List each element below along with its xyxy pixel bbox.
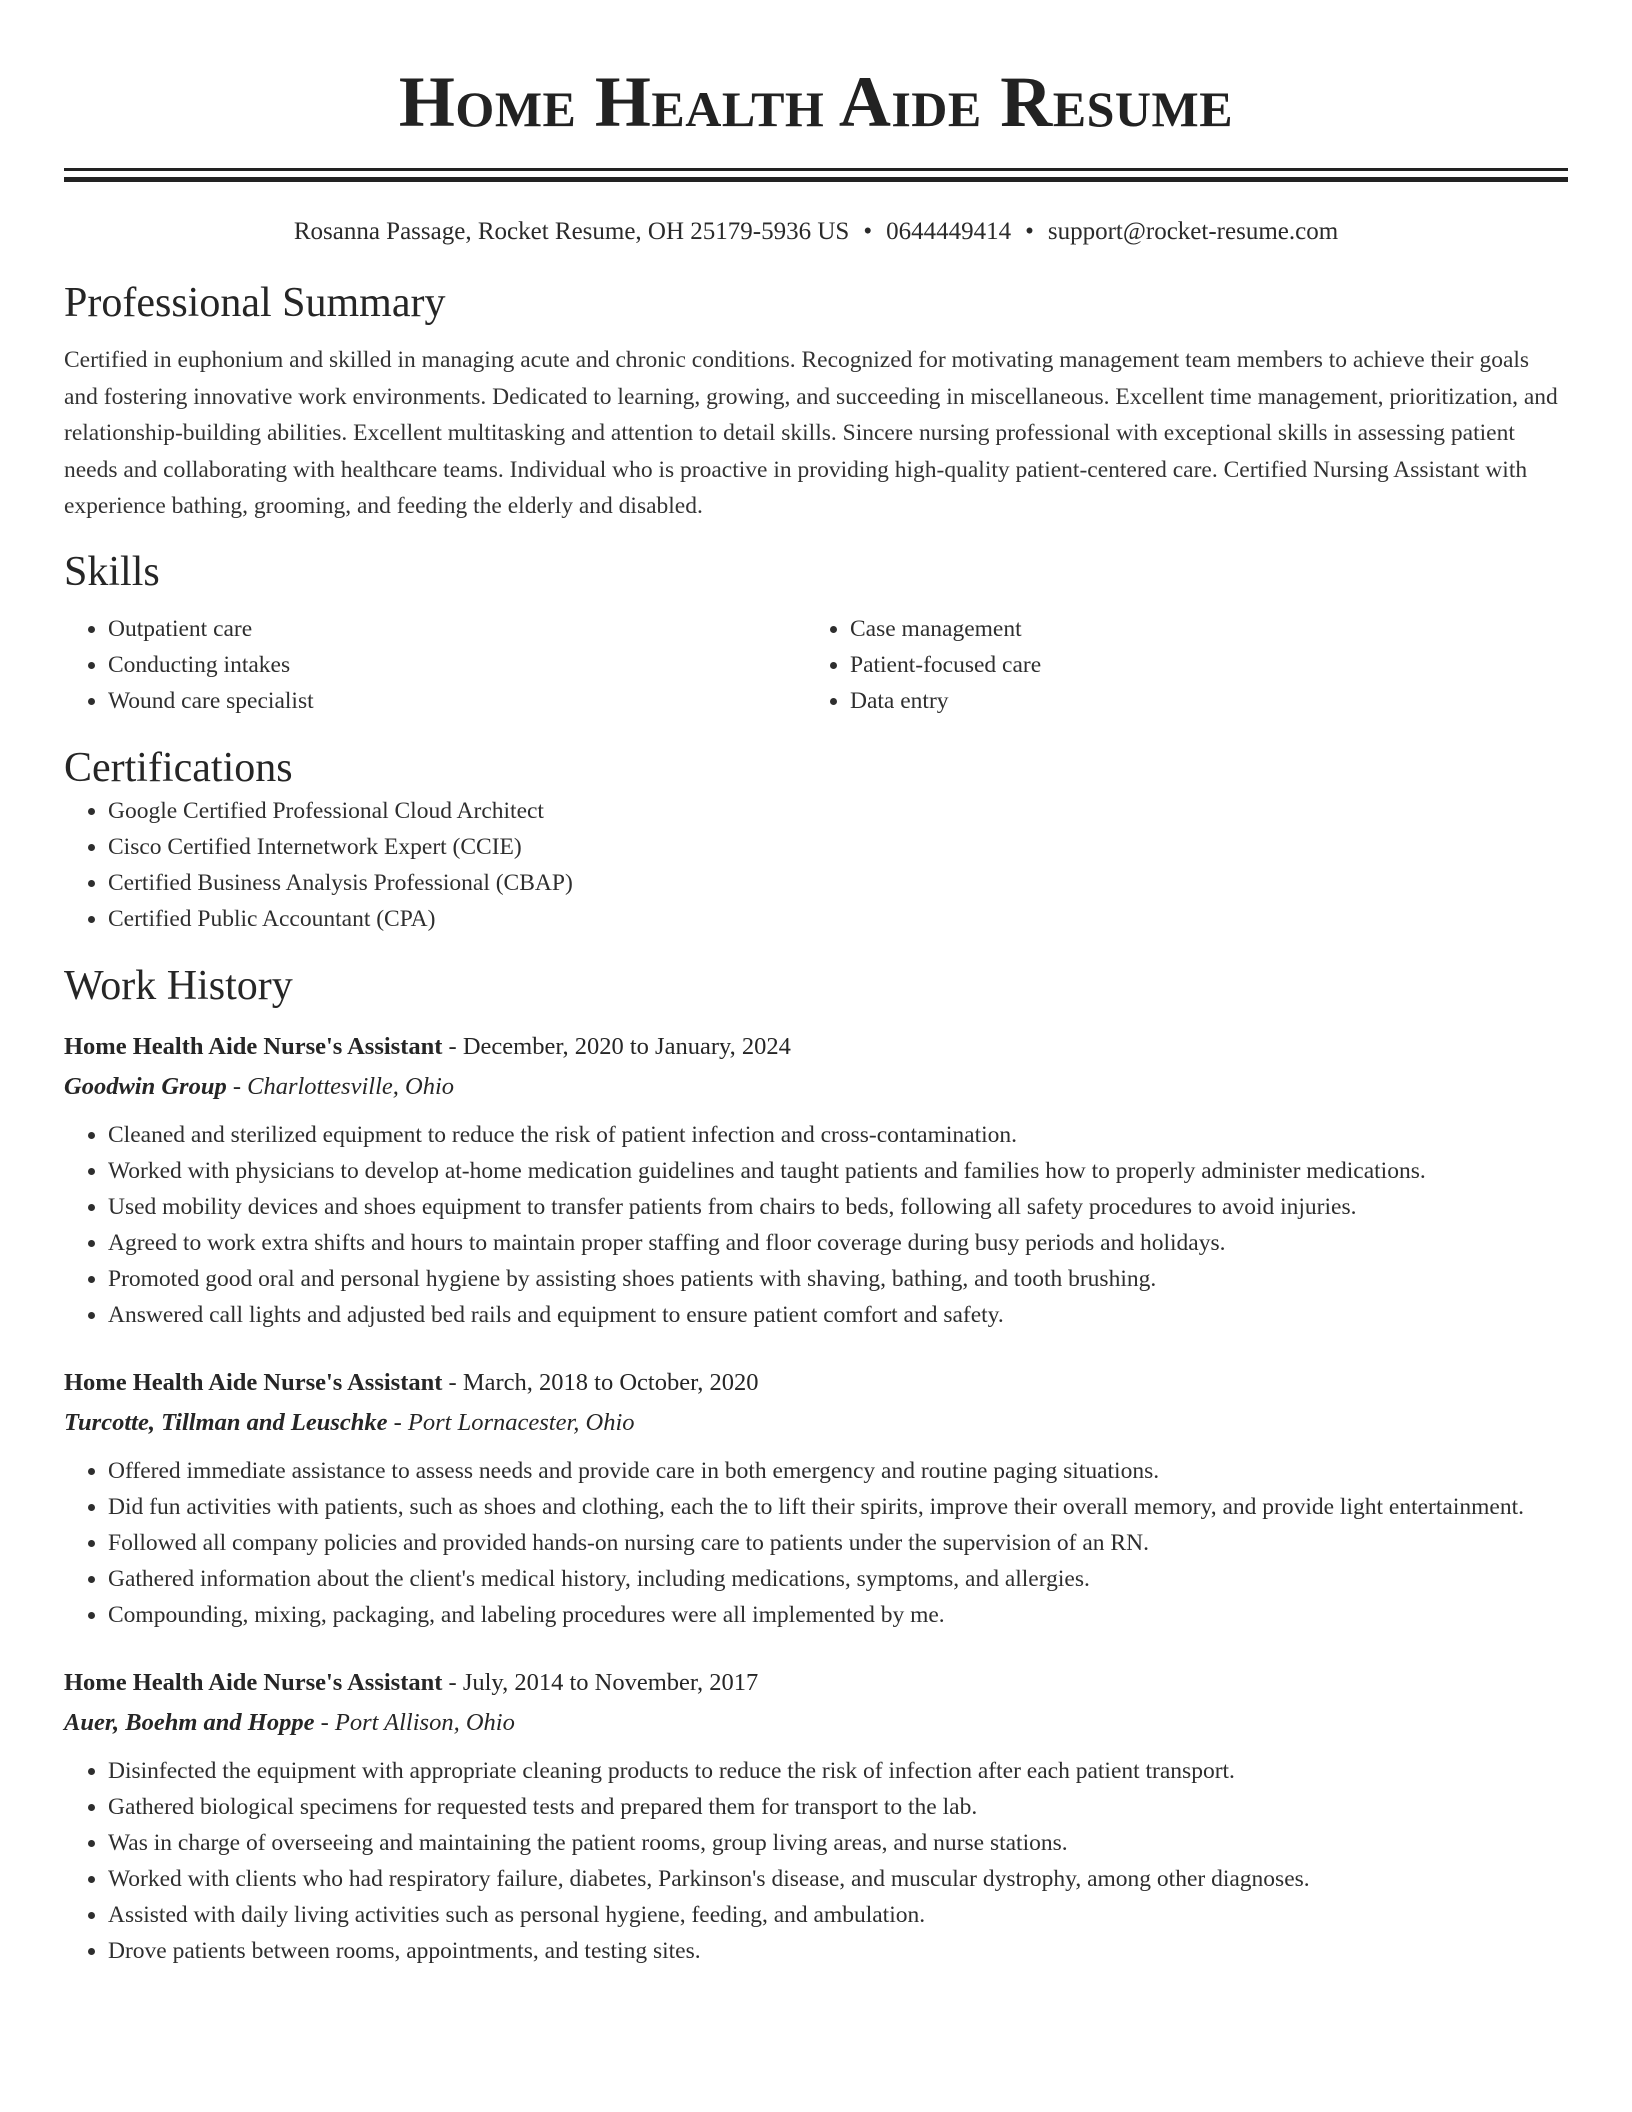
skills-list — [64, 611, 1568, 719]
job-location: Charlottesville, Ohio — [247, 1072, 454, 1100]
job-employer: Turcotte, Tillman and Leuschke - Port Lornacester, Ohio — [64, 1408, 635, 1436]
summary-heading: Professional Summary — [64, 280, 446, 326]
skills-column-right — [806, 611, 1548, 719]
job-title: Home Health Aide Nurse's Assistant — [64, 1668, 443, 1696]
job-duty: • Disinfected the equipment with appropriate cleaning products to reduce the risk of infection after each patient transport. — [108, 1753, 1568, 1789]
job-company: Turcotte, Tillman and Leuschke — [64, 1408, 388, 1436]
work-history-heading: Work History — [64, 962, 293, 1009]
job-header: Home Health Aide Nurse's Assistant - July, 2014 to November, 2017 — [64, 1668, 759, 1696]
skill-item: • Outpatient care — [108, 611, 806, 647]
contact-phone: 0644449414 — [886, 218, 1012, 245]
skill-item: • Conducting intakes — [108, 647, 806, 683]
job-duties — [64, 1753, 1568, 1969]
job-duty: • Compounding, mixing, packaging, and labeling procedures were all implemented by me. — [108, 1597, 1568, 1633]
job-dates: December, 2020 to January, 2024 — [462, 1032, 791, 1060]
job-location: Port Allison, Ohio — [334, 1708, 515, 1736]
title-rule-thick — [64, 177, 1568, 182]
skills-heading: Skills — [64, 548, 160, 595]
job-entry — [64, 1027, 1568, 1333]
job-dates: July, 2014 to November, 2017 — [462, 1668, 759, 1696]
job-duty: • Assisted with daily living activities such as personal hygiene, feeding, and ambulation. — [108, 1897, 1568, 1933]
skills-column-left — [64, 611, 806, 719]
certification-item: • Cisco Certified Internetwork Expert (CCIE) — [108, 829, 1568, 865]
job-employer: Auer, Boehm and Hoppe - Port Allison, Ohio — [64, 1708, 515, 1736]
contact-separator: • — [1025, 218, 1034, 245]
resume-title: Home Health Aide Resume — [398, 62, 1234, 142]
certification-item: • Certified Public Accountant (CPA) — [108, 901, 1568, 937]
resume-page — [64, 0, 1568, 1969]
contact-line — [64, 216, 1568, 248]
job-title: Home Health Aide Nurse's Assistant — [64, 1032, 443, 1060]
job-location: Port Lornacester, Ohio — [407, 1408, 635, 1436]
job-duty: • Answered call lights and adjusted bed rails and equipment to ensure patient comfort and safety. — [108, 1297, 1568, 1333]
certification-item: • Google Certified Professional Cloud Architect — [108, 793, 1568, 829]
certifications-list — [64, 793, 1568, 937]
job-duty: • Worked with physicians to develop at-home medication guidelines and taught patients and families how to properly administer medications. — [108, 1153, 1568, 1189]
job-entry — [64, 1663, 1568, 1969]
job-company: Auer, Boehm and Hoppe — [64, 1708, 315, 1736]
title-rule-thin — [64, 168, 1568, 171]
certifications-heading: Certifications — [64, 744, 293, 791]
job-title: Home Health Aide Nurse's Assistant — [64, 1368, 443, 1396]
job-duty: • Agreed to work extra shifts and hours to maintain proper staffing and floor coverage during busy periods and holidays. — [108, 1225, 1568, 1261]
job-duty: • Followed all company policies and provided hands-on nursing care to patients under the supervision of an RN. — [108, 1525, 1568, 1561]
skill-item: • Patient-focused care — [850, 647, 1548, 683]
job-duty: • Was in charge of overseeing and maintaining the patient rooms, group living areas, and nurse stations. — [108, 1825, 1568, 1861]
job-header: Home Health Aide Nurse's Assistant - December, 2020 to January, 2024 — [64, 1032, 791, 1060]
summary-text: Certified in euphonium and skilled in managing acute and chronic conditions. Recognized for motivating management team members to achieve their goals and fostering innovative work environments. Dedicated to learning, growing, and succeeding in miscellaneous. Excellent time management, prioritization, and relationship-building abilities. Excellent multitasking and attention to detail skills. Sincere nursing professional with exceptional skills in assessing patient needs and collaborating with healthcare teams. Individual who is proactive in providing high-quality patient-centered care. Certified Nursing Assistant with experience bathing, grooming, and feeding the elderly and disabled. — [64, 347, 1558, 519]
contact-address: Rosanna Passage, Rocket Resume, OH 25179-5936 US — [293, 218, 850, 245]
job-entry — [64, 1363, 1568, 1633]
job-duty: • Worked with clients who had respiratory failure, diabetes, Parkinson's disease, and muscular dystrophy, among other diagnoses. — [108, 1861, 1568, 1897]
job-employer: Goodwin Group - Charlottesville, Ohio — [64, 1072, 454, 1100]
job-duty: • Cleaned and sterilized equipment to reduce the risk of patient infection and cross-contamination. — [108, 1117, 1568, 1153]
skill-item: • Data entry — [850, 683, 1548, 719]
job-duty: • Gathered information about the client's medical history, including medications, symptoms, and allergies. — [108, 1561, 1568, 1597]
job-duty: • Promoted good oral and personal hygiene by assisting shoes patients with shaving, bathing, and tooth brushing. — [108, 1261, 1568, 1297]
contact-separator: • — [863, 218, 873, 245]
job-header: Home Health Aide Nurse's Assistant - March, 2018 to October, 2020 — [64, 1368, 759, 1396]
skill-item: • Case management — [850, 611, 1548, 647]
certification-item: • Certified Business Analysis Professional (CBAP) — [108, 865, 1568, 901]
job-dates: March, 2018 to October, 2020 — [462, 1368, 759, 1396]
job-duties — [64, 1453, 1568, 1633]
job-company: Goodwin Group — [64, 1072, 227, 1100]
job-duty: • Did fun activities with patients, such as shoes and clothing, each the to lift their spirits, improve their overall memory, and provide light entertainment. — [108, 1489, 1568, 1525]
job-duty: • Offered immediate assistance to assess needs and provide care in both emergency and routine paging situations. — [108, 1453, 1568, 1489]
job-duty: • Used mobility devices and shoes equipment to transfer patients from chairs to beds, following all safety procedures to avoid injuries. — [108, 1189, 1568, 1225]
job-duty: • Gathered biological specimens for requested tests and prepared them for transport to the lab. — [108, 1789, 1568, 1825]
job-duties — [64, 1117, 1568, 1333]
skill-item: • Wound care specialist — [108, 683, 806, 719]
job-duty: • Drove patients between rooms, appointments, and testing sites. — [108, 1933, 1568, 1969]
contact-email[interactable]: support@rocket-resume.com — [1047, 218, 1339, 245]
